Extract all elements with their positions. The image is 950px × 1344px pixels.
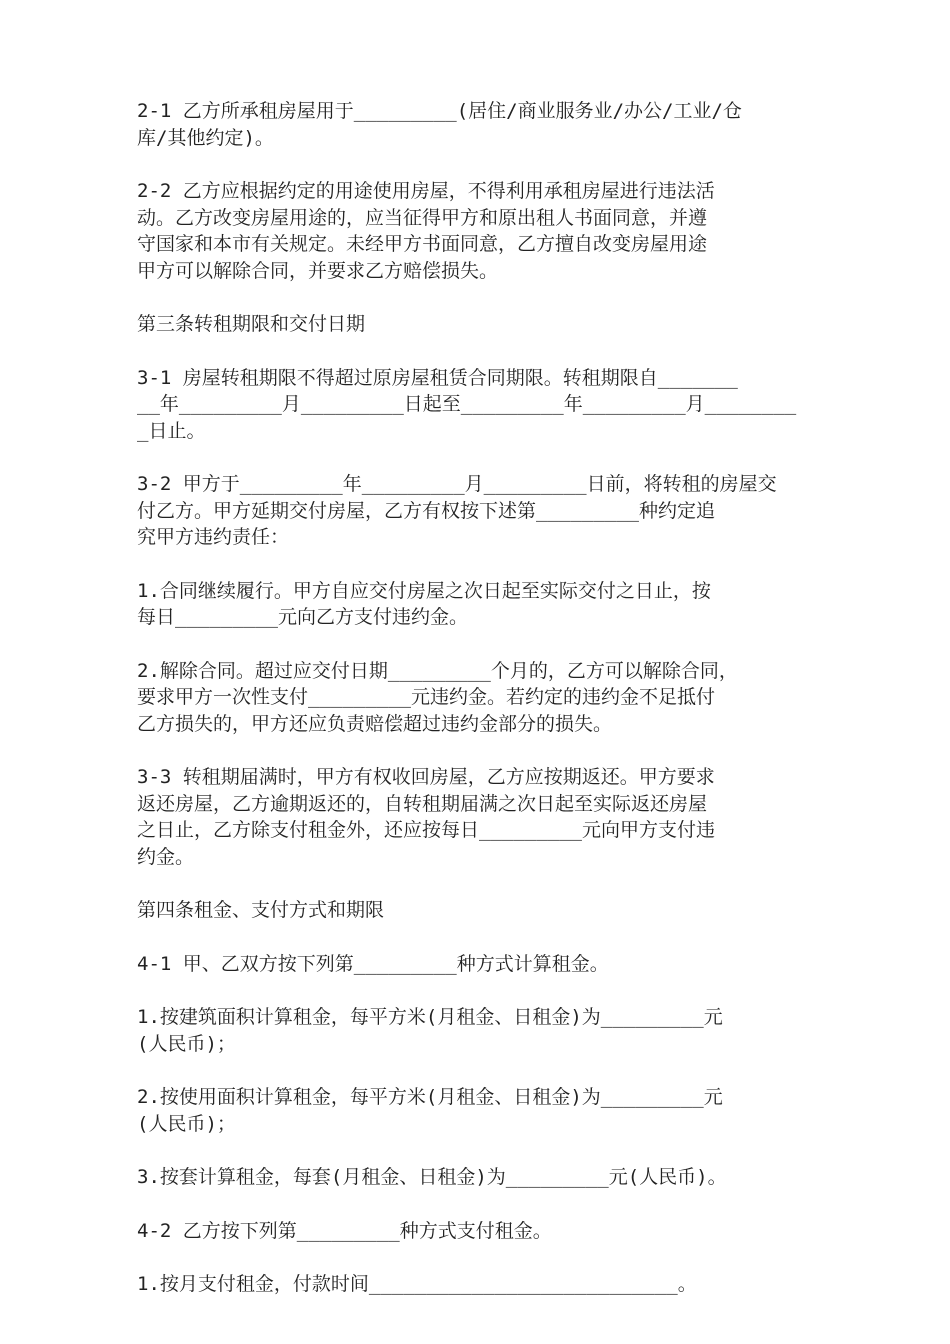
- clause-3-2-option-1: 1.合同继续履行。甲方自应交付房屋之次日起至实际交付之日止，按 每日_________元向乙方支付违约金。: [137, 579, 711, 628]
- clause-3-3: 3-3 转租期届满时，甲方有权收回房屋，乙方应按期返还。甲方要求 返还房屋，乙方逾期返还的，自转租期届满之次日起至实际返还房屋 之日止，乙方除支付租金外，还应按每日_________元向甲方支付违 约金。: [137, 766, 715, 868]
- clause-3-2-option-2: 2.解除合同。超过应交付日期_________个月的，乙方可以解除合同， 要求甲方一次性支付_________元违约金。若约定的违约金不足抵付 乙方损失的，甲方还应负责赔偿超过违约金部分的损失。: [137, 659, 738, 735]
- section-heading-article-4: 第四条租金、支付方式和期限: [137, 899, 385, 921]
- section-heading-article-3: 第三条转租期限和交付日期: [137, 313, 366, 335]
- clause-2-2: 2-2 乙方应根据约定的用途使用房屋，不得利用承租房屋进行违法活 动。乙方改变房屋用途的，应当征得甲方和原出租人书面同意，并遵 守国家和本市有关规定。未经甲方书面同意，乙方擅自改变房屋用途 甲方可以解除合同，并要求乙方赔偿损失。: [137, 180, 715, 282]
- clause-3-1: 3-1 房屋转租期限不得超过原房屋租赁合同期限。转租期限自_______ __年_________月_________日起至_________年_________月________ _日止。: [137, 366, 797, 442]
- clause-4-1: 4-1 甲、乙双方按下列第_________种方式计算租金。: [137, 952, 609, 975]
- clause-4-2-option-1: 1.按月支付租金，付款时间___________________________。: [137, 1273, 697, 1295]
- clause-4-1-option-2: 2.按使用面积计算租金，每平方米(月租金、日租金)为_________元 (人民币)；: [137, 1086, 723, 1135]
- clause-4-1-option-3: 3.按套计算租金，每套(月租金、日租金)为_________元(人民币)。: [137, 1166, 727, 1188]
- clause-2-1: 2-1 乙方所承租房屋用于_________(居住/商业服务业/办公/工业/仓 库/其他约定)。: [137, 100, 742, 149]
- clause-3-2: 3-2 甲方于_________年_________月_________日前，将转租的房屋交 付乙方。甲方延期交付房屋，乙方有权按下述第_________种约定追 究甲方违约责任：: [137, 473, 777, 548]
- document-page: [137, 98, 817, 1325]
- clause-4-2: 4-2 乙方按下列第_________种方式支付租金。: [137, 1219, 552, 1242]
- clause-4-1-option-1: 1.按建筑面积计算租金，每平方米(月租金、日租金)为_________元 (人民币)；: [137, 1006, 723, 1055]
